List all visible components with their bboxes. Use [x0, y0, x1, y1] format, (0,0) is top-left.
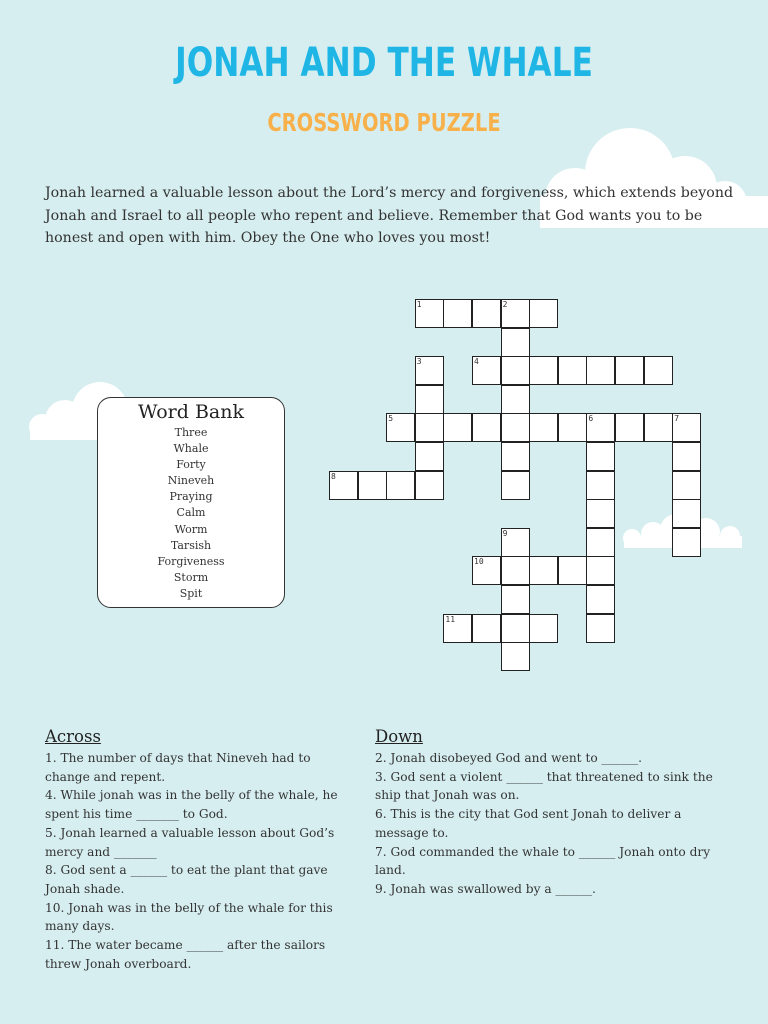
- crossword-cell[interactable]: [386, 471, 415, 500]
- crossword-cell[interactable]: [415, 471, 444, 500]
- across-clue: 1. The number of days that Nineveh had to change and repent.: [45, 751, 311, 784]
- crossword-cell[interactable]: [501, 556, 530, 585]
- down-clue: 9. Jonah was swallowed by a ______.: [375, 881, 596, 896]
- down-clue: 2. Jonah disobeyed God and went to ______.: [375, 751, 642, 765]
- crossword-cell[interactable]: [586, 471, 615, 500]
- crossword-cell[interactable]: [586, 442, 615, 471]
- word-bank-word: Spit: [179, 586, 203, 600]
- word-bank-title: Word Bank: [137, 401, 244, 423]
- clue-number: 8: [331, 471, 336, 481]
- crossword-cell[interactable]: [529, 413, 558, 442]
- crossword-cell[interactable]: [415, 356, 444, 385]
- crossword-cell[interactable]: [472, 299, 501, 328]
- page-subtitle: CROSSWORD PUZZLE: [267, 108, 501, 137]
- crossword-cell[interactable]: [415, 299, 444, 328]
- crossword-cell[interactable]: [329, 471, 358, 500]
- crossword-cell[interactable]: [501, 528, 530, 557]
- down-clue: 6. This is the city that God sent Jonah to deliver a message to.: [375, 807, 682, 840]
- clue-number: 6: [588, 414, 594, 424]
- crossword-cell[interactable]: [501, 585, 530, 614]
- crossword-cell[interactable]: [415, 413, 444, 442]
- word-bank-word: Praying: [169, 490, 213, 504]
- clue-number: 9: [502, 528, 508, 538]
- word-bank-word: Calm: [176, 506, 206, 520]
- crossword-cell[interactable]: [472, 614, 501, 643]
- clue-number: 4: [474, 357, 479, 367]
- down-clue: 7. God commanded the whale to ______ Jonah onto dry land.: [375, 844, 711, 878]
- clue-number: 7: [674, 414, 680, 424]
- crossword-cell[interactable]: [501, 413, 530, 442]
- across-heading: Across: [45, 727, 101, 746]
- word-bank-word: Worm: [174, 522, 208, 536]
- across-clue: 8. God sent a ______ to eat the plant that gave Jonah shade.: [45, 863, 328, 896]
- crossword-cell[interactable]: [415, 442, 444, 471]
- word-bank-word: Forty: [176, 458, 206, 472]
- page-title: JONAH AND THE WHALE: [175, 40, 593, 86]
- crossword-cell[interactable]: [586, 413, 615, 442]
- word-bank-word: Nineveh: [167, 474, 215, 488]
- clue-number: 2: [502, 300, 508, 309]
- crossword-cell[interactable]: [443, 299, 472, 328]
- crossword-cell[interactable]: [358, 471, 387, 500]
- down-heading: Down: [375, 727, 423, 746]
- crossword-cell[interactable]: [672, 471, 701, 500]
- crossword-cell[interactable]: [672, 413, 701, 442]
- word-bank-word: Whale: [173, 442, 209, 456]
- crossword-cell[interactable]: [501, 299, 530, 328]
- clue-number: 1: [416, 300, 422, 309]
- word-bank-box: [97, 397, 285, 608]
- crossword-cell[interactable]: [615, 413, 644, 442]
- crossword-cell[interactable]: [558, 556, 587, 585]
- crossword-cell[interactable]: [501, 614, 530, 643]
- crossword-cell[interactable]: [672, 528, 701, 557]
- crossword-cell[interactable]: [615, 356, 644, 385]
- intro-paragraph: Jonah learned a valuable lesson about the Lord’s mercy and forgiveness, which extends beyond Jonah and Israel to all people who repent and believe. Remember that God wants you to be honest and open with him. Obey the One who loves you most!: [45, 185, 734, 246]
- crossword-cell[interactable]: [501, 471, 530, 500]
- clue-number: 10: [474, 557, 484, 567]
- crossword-cell[interactable]: [501, 356, 530, 385]
- word-bank-list: [98, 425, 284, 602]
- crossword-cell[interactable]: [672, 499, 701, 528]
- word-bank-word: Forgiveness: [157, 554, 225, 568]
- crossword-cell[interactable]: [501, 442, 530, 471]
- word-bank-word: Storm: [173, 570, 209, 584]
- crossword-cell[interactable]: [529, 356, 558, 385]
- crossword-cell[interactable]: [443, 614, 472, 643]
- across-clues: [45, 727, 355, 973]
- crossword-cell[interactable]: [443, 413, 472, 442]
- crossword-cell[interactable]: [644, 413, 673, 442]
- crossword-cell[interactable]: [472, 556, 501, 585]
- crossword-cell[interactable]: [586, 614, 615, 643]
- across-clue: 11. The water became ______ after the sailors threw Jonah overboard.: [45, 938, 326, 971]
- crossword-cell[interactable]: [586, 528, 615, 557]
- down-clue: 3. God sent a violent ______ that threatened to sink the ship that Jonah was on.: [375, 769, 713, 803]
- crossword-cell[interactable]: [501, 385, 530, 414]
- crossword-cell[interactable]: [672, 442, 701, 471]
- crossword-cell[interactable]: [501, 642, 530, 671]
- word-bank-word: Tarsish: [170, 538, 212, 552]
- across-clue: 5. Jonah learned a valuable lesson about God’s mercy and _______: [45, 825, 335, 859]
- crossword-cell[interactable]: [586, 556, 615, 585]
- crossword-cell[interactable]: [586, 356, 615, 385]
- across-clue: 4. While jonah was in the belly of the whale, he spent his time _______ to God.: [45, 788, 338, 822]
- crossword-cell[interactable]: [586, 499, 615, 528]
- crossword-cell[interactable]: [472, 413, 501, 442]
- crossword-cell[interactable]: [415, 385, 444, 414]
- across-clue: 10. Jonah was in the belly of the whale for this many days.: [45, 900, 333, 934]
- crossword-cell[interactable]: [586, 585, 615, 614]
- crossword-cell[interactable]: [529, 299, 558, 328]
- clue-number: 3: [416, 357, 422, 367]
- crossword-cell[interactable]: [386, 413, 415, 442]
- crossword-cell[interactable]: [529, 614, 558, 643]
- clue-number: 5: [388, 414, 394, 424]
- crossword-cell[interactable]: [558, 413, 587, 442]
- crossword-cell[interactable]: [501, 328, 530, 357]
- crossword-cell[interactable]: [644, 356, 673, 385]
- clue-number: 11: [445, 614, 456, 624]
- crossword-cell[interactable]: [472, 356, 501, 385]
- down-clues: [375, 727, 720, 899]
- crossword-cell[interactable]: [558, 356, 587, 385]
- crossword-cell[interactable]: [529, 556, 558, 585]
- word-bank-word: Three: [174, 426, 208, 439]
